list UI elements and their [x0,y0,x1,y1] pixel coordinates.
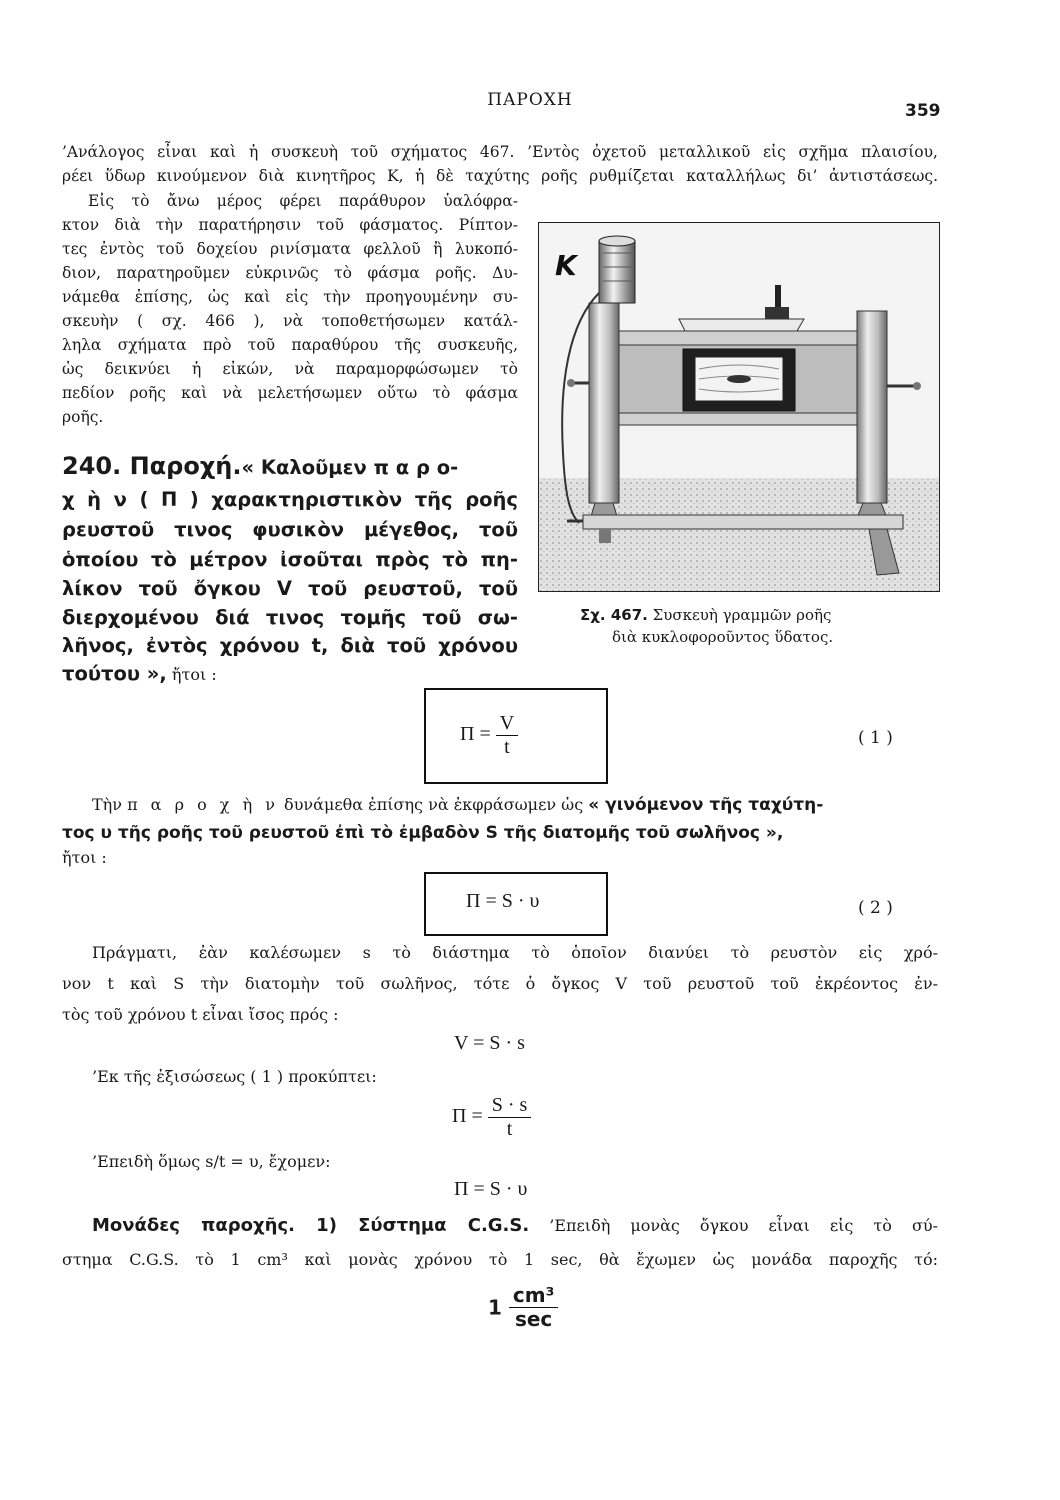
unit-coefficient: 1 [488,1295,502,1320]
units-heading: Μονάδες παροχῆς. 1) Σύστημα C.G.S. [92,1215,530,1236]
equation-2-box [424,872,608,936]
para2-line-5: νάμεθα ἐπίσης, ὡς καὶ εἰς τὴν προηγουμένην συ- [62,288,518,306]
para2-line-7: ληλα σχήματα πρὸ τοῦ παραθύρου τῆς συσκευῆς, [62,336,518,354]
base-frame [583,515,903,529]
para2-line-1: Εἰς τὸ ἄνω μέρος φέρει παράθυρον ὑαλόφρα- [88,192,518,210]
equation-1-number: ( 1 ) [858,728,893,748]
para2-line-9: πεδίον ροῆς καὶ νὰ μελετήσωμεν οὕτω τὸ φάσμα [62,384,518,402]
right-pillar [857,311,887,503]
top-basin [679,319,804,331]
running-head: ΠΑΡΟΧΗ [487,90,573,110]
para2-line-6: σκευὴν ( σχ. 466 ), νὰ τοποθετήσωμεν κατάλ- [62,312,518,330]
section-240-line-3: ρευστοῦ τινος φυσικὸν μέγεθος, τοῦ [62,518,518,541]
para3-line-1-bold: « γινόμενον τῆς ταχύτη- [588,795,824,815]
flow-apparatus-illustration [539,223,939,591]
para3-spaced-term: π α ρ ο χ ὴ ν [127,795,279,814]
equation-1-lhs: Π = [460,723,491,746]
para6-line: ’Επειδὴ ὅμως s/t = υ, ἔχομεν: [92,1152,331,1171]
figure-caption-line-1 [580,606,831,624]
page-number: 359 [905,101,941,121]
equation-derived-numerator: S · s [488,1094,532,1118]
section-240-line-8-bold: τούτου », [62,662,167,685]
para2-line-8: ὡς δεικνύει ἡ εἰκών, νὰ παραμορφώσωμεν τὸ [62,360,518,378]
unit-fraction [509,1284,558,1331]
para3-line-1-middle: δυνάμεθα ἐπίσης νὰ ἐκφράσωμεν ὡς [278,795,589,814]
equation-derived-fraction [488,1094,532,1141]
section-240-line-2: χ ὴ ν ( Π ) χαρακτηριστικὸν τῆς ροῆς [62,488,518,511]
equation-2-number: ( 2 ) [858,898,893,918]
units-line-2: στημα C.G.S. τὸ 1 cm³ καὶ μονὰς χρόνου τὸ 1 sec, θὰ ἔχωμεν ὡς μονάδα παροχῆς τό: [62,1250,938,1269]
section-240-line-7: λῆνος, ἐντὸς χρόνου t, διὰ τοῦ χρόνου [62,634,518,657]
equation-1-numerator: V [496,712,518,736]
equation-1-fraction [496,712,518,759]
figure-caption-text: Συσκευὴ γραμμῶν ροῆς [647,606,832,624]
motor [599,241,635,303]
unit-numerator: cm³ [509,1284,558,1308]
para3-line-1 [92,795,823,815]
para3-line-2: τος υ τῆς ροῆς τοῦ ρευστοῦ ἐπὶ τὸ ἐμβαδὸν S τῆς διατομῆς τοῦ σωλῆνος », [62,823,784,843]
figure-caption-line-2: διὰ κυκλοφοροῦντος ὕδατος. [612,628,834,646]
equation-derived-denominator: t [506,1118,513,1140]
para1-line-1: ’Ανάλογος εἶναι καὶ ἡ συσκευὴ τοῦ σχήματος 467. ’Εντὸς ὀχετοῦ μεταλλικοῦ εἰς σχῆμα πλαισίου, [62,143,938,161]
para3-line-1-start: Τὴν [92,795,128,814]
para3-line-3: ἤτοι : [62,848,107,867]
equation-1-denominator: t [504,736,510,758]
para4-line-2: νον t καὶ S τὴν διατομὴν τοῦ σωλῆνος, τότε ὁ ὄγκος V τοῦ ρευστοῦ τοῦ ἐκρέοντος ἐν- [62,974,938,993]
para2-line-3: τες ἐντὸς τοῦ δοχείου ρινίσματα φελλοῦ ἢ λυκοπό- [62,240,518,258]
section-240-line-6: διερχομένου διά τινος τομῆς τοῦ σω- [62,606,518,629]
section-number: 240. Παροχή. [62,452,242,480]
section-240-line-8-rest: ἤτοι : [166,665,217,684]
equation-1 [460,712,518,759]
equation-volume: V = S · s [454,1032,525,1054]
equation-derived [452,1094,531,1141]
para1-line-2: ρέει ὕδωρ κινούμενον διὰ κινητῆρος Κ, ἡ δὲ ταχύτης ροῆς ρυθμίζεται καταλλήλως δι’ ἀντιστάσεως. [62,167,938,185]
units-line-1-rest: ’Επειδὴ μονὰς ὄγκου εἶναι εἰς τὸ σύ- [529,1216,938,1235]
motor-label: K [555,249,577,282]
unit-expression [488,1284,558,1331]
equation-1-box [424,688,608,784]
units-line-1 [92,1215,938,1236]
section-240-line-1 [62,452,518,480]
equation-derived-lhs: Π = [452,1105,483,1128]
figure-caption-number: Σχ. 467. [580,606,648,624]
para5-line: ’Εκ τῆς ἐξισώσεως ( 1 ) προκύπτει: [92,1067,377,1086]
figure-467 [538,222,940,592]
para4-line-3: τὸς τοῦ χρόνου t εἶναι ἴσος πρός : [62,1005,339,1024]
section-240-line-4: ὁποίου τὸ μέτρον ἰσοῦται πρὸς τὸ πη- [62,548,518,571]
para4-line-1: Πράγματι, ἐὰν καλέσωμεν s τὸ διάστημα τὸ ὁποῖον διανύει τὸ ρευστὸν εἰς χρό- [92,943,938,962]
section-240-line-1-rest: « Καλοῦμεν π α ρ ο- [241,456,459,479]
para2-line-4: διον, παρατηροῦμεν εὐκρινῶς τὸ φάσμα ροῆς. Δυ- [62,264,518,282]
section-240-line-5: λίκον τοῦ ὄγκου V τοῦ ρευστοῦ, τοῦ [62,577,518,600]
equation-2: Π = S · υ [466,890,540,912]
para2-line-10: ροῆς. [62,408,104,426]
section-240-line-8 [62,662,217,685]
left-pillar [589,303,619,503]
equation-result: Π = S · υ [454,1178,528,1200]
para2-line-2: κτον διὰ τὴν παρατήρησιν τοῦ φάσματος. Ρίπτον- [62,216,518,234]
unit-denominator: sec [514,1307,553,1331]
